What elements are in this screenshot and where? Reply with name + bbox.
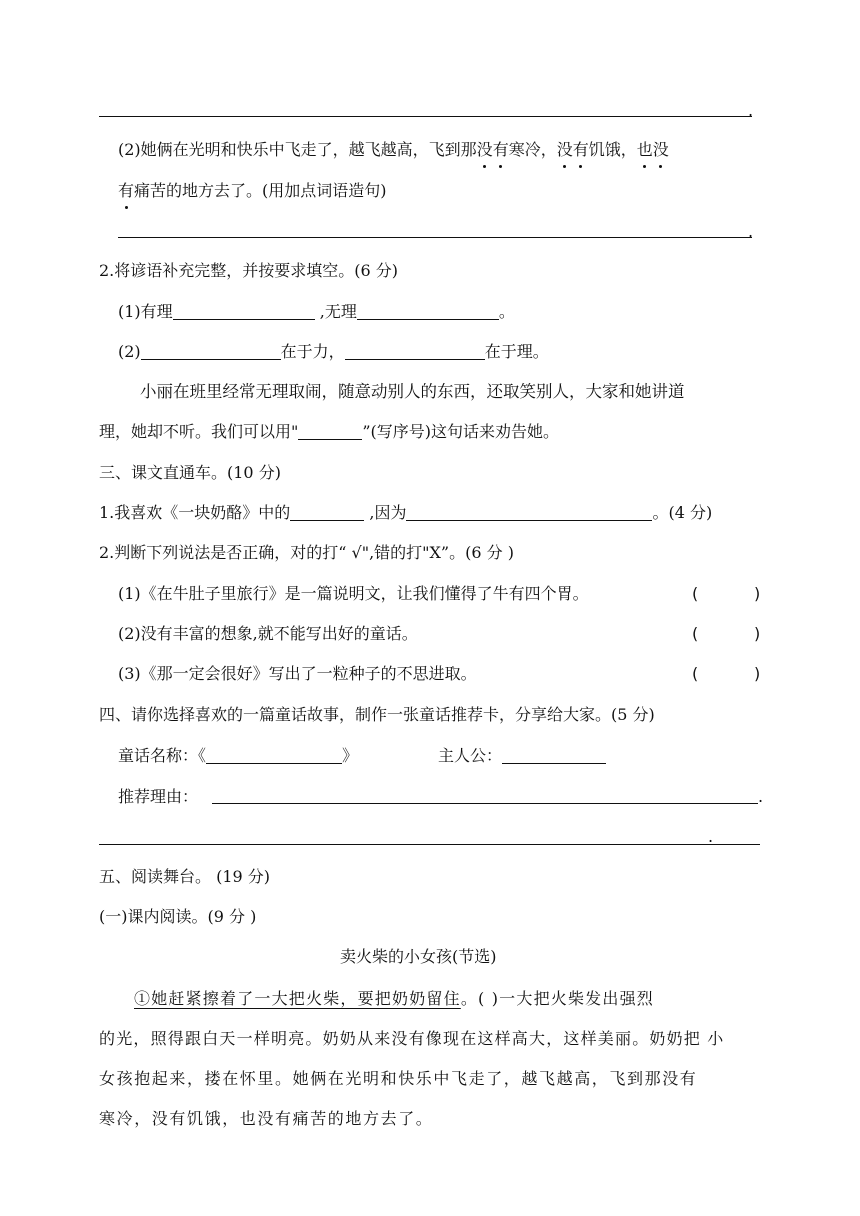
passage-line: 女孩抱起来，搂在怀里。她俩在光明和快乐中飞走了，越飞越高，飞到那没有 [99,1069,698,1088]
end-mark: . [758,787,764,806]
reason-label: 推荐理由： [118,787,199,806]
blank[interactable] [298,421,362,440]
answer-paren-left[interactable]: ( [692,664,699,683]
answer-paren-left[interactable]: ( [692,584,699,603]
answer-paren-left[interactable]: ( [692,624,699,643]
paragraph: 理，她却不听。我们可以用" ”(写序号)这句话来劝告她。 [99,422,560,441]
question-1-2-line-2: 有痛苦的地方去了。(用加点词语造句) [118,181,387,200]
passage-line: ①她赶紧擦着了一大把火柴，要把奶奶留住。( )一大把火柴发出强烈 [134,989,654,1008]
judge-item: (1)《在牛肚子里旅行》是一篇说明文，让我们懂得了牛有四个胃。 [118,584,589,603]
section-3-title: 三、课文直通车。(10 分) [99,463,281,482]
section-5-sub: (一)课内阅读。(9 分 ) [99,907,257,926]
story-name-blank[interactable] [206,745,342,764]
story-name-row: 童话名称：《 》 [118,746,359,765]
paragraph: 小丽在班里经常无理取闹，随意动别人的东西，还取笑别人，大家和她讲道 [140,382,685,401]
blank[interactable] [406,502,652,521]
proverb-1: (1)有理 ,无理 。 [118,302,515,321]
protagonist-row: 主人公： [438,745,606,767]
answer-paren-right[interactable]: ) [754,584,761,603]
question-2-title: 2.将谚语补充完整，并按要求填空。(6 分) [99,261,399,280]
answer-paren-right[interactable]: ) [754,664,761,683]
blank[interactable] [345,341,485,360]
section-3-q2: 2.判断下列说法是否正确，对的打“ √",错的打"X”。(6 分 ) [99,543,514,562]
reason-line-2[interactable] [99,844,760,845]
question-1-2-line-1: (2)她俩在光明和快乐中飞走了，越飞越高，飞到那没有寒冷，没有饥饿，也没 [118,140,669,159]
protagonist-blank[interactable] [502,745,606,764]
section-5-title: 五、阅读舞台。 (19 分) [99,867,271,886]
answer-line-1[interactable] [99,116,752,117]
passage-line: 寒冷，没有饥饿，也没有痛苦的地方去了。 [99,1109,434,1128]
end-mark: . [708,827,714,846]
blank[interactable] [357,301,499,320]
answer-line-2[interactable] [118,237,752,238]
proverb-2: (2) 在于力， 在于理。 [118,342,549,361]
end-mark: . [748,101,754,120]
end-mark-2: . [748,222,754,241]
judge-item: (2)没有丰富的想象,就不能写出好的童话。 [118,624,418,643]
answer-paren-right[interactable]: ) [754,624,761,643]
section-3-q1: 1.我喜欢《一块奶酪》中的 ,因为 。(4 分) [99,503,713,522]
reason-line[interactable] [212,803,758,804]
blank[interactable] [141,341,281,360]
passage-title: 卖火柴的小女孩(节选) [340,947,497,966]
judge-item: (3)《那一定会很好》写出了一粒种子的不思进取。 [118,664,477,683]
section-4-title: 四、请你选择喜欢的一篇童话故事，制作一张童话推荐卡，分享给大家。(5 分) [99,705,655,724]
blank[interactable] [290,502,364,521]
blank[interactable] [173,301,315,320]
passage-line: 的光，照得跟白天一样明亮。奶奶从来没有像现在这样高大，这样美丽。奶奶把 小 [99,1029,725,1048]
